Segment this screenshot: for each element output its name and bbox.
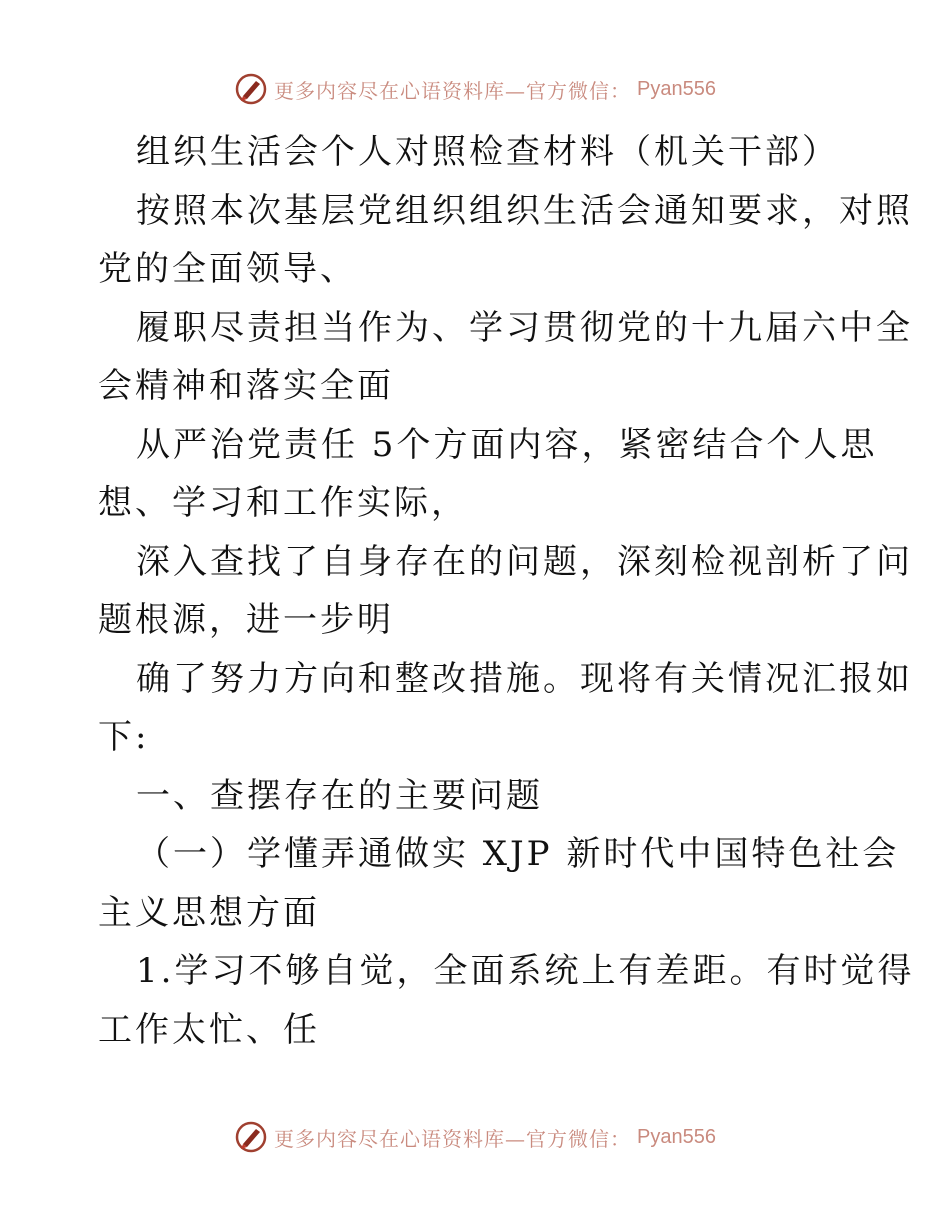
paragraph-line: 会精神和落实全面 (98, 366, 394, 406)
watermark-text: 更多内容尽在心语资料库—官方微信： (274, 78, 632, 103)
paragraph-line: 1.学习不够自觉，全面系统上有差距。有时觉得 (136, 951, 915, 991)
paragraph-line: 题根源，进一步明 (98, 600, 394, 640)
paragraph-line: 工作太忙、任 (98, 1009, 320, 1050)
subsection-heading: 主义思想方面 (98, 892, 320, 933)
watermark-text: 更多内容尽在心语资料库—官方微信： (274, 1126, 632, 1151)
paragraph-line: 下: (98, 717, 150, 757)
paragraph-line: 确了努力方向和整改措施。现将有关情况汇报如 (136, 658, 913, 699)
paragraph-line: 深入查找了自身存在的问题，深刻检视剖析了问 (136, 541, 913, 582)
watermark-wechat-id: Pyan556 (637, 77, 716, 100)
pen-logo-icon (234, 72, 268, 106)
paragraph-line: 履职尽责担当作为、学习贯彻党的十九届六中全 (136, 307, 913, 348)
doc-title: 组织生活会个人对照检查材料（机关干部） (136, 132, 839, 172)
paragraph-line: 从严治党责任 5个方面内容，紧密结合个人思 (136, 424, 878, 465)
subsection-heading: （一）学懂弄通做实 XJP 新时代中国特色社会 (136, 834, 900, 874)
paragraph-line: 党的全面领导、 (98, 249, 357, 289)
pen-logo-icon (234, 1120, 268, 1154)
section-heading: 一、查摆存在的主要问题 (136, 775, 543, 816)
footer-watermark (0, 1120, 950, 1154)
paragraph-line: 想、学习和工作实际， (98, 483, 468, 523)
watermark-wechat-id: Pyan556 (637, 1125, 716, 1148)
header-watermark (0, 72, 950, 106)
paragraph-line: 按照本次基层党组织组织生活会通知要求，对照 (136, 190, 913, 231)
document-body (98, 123, 915, 1059)
